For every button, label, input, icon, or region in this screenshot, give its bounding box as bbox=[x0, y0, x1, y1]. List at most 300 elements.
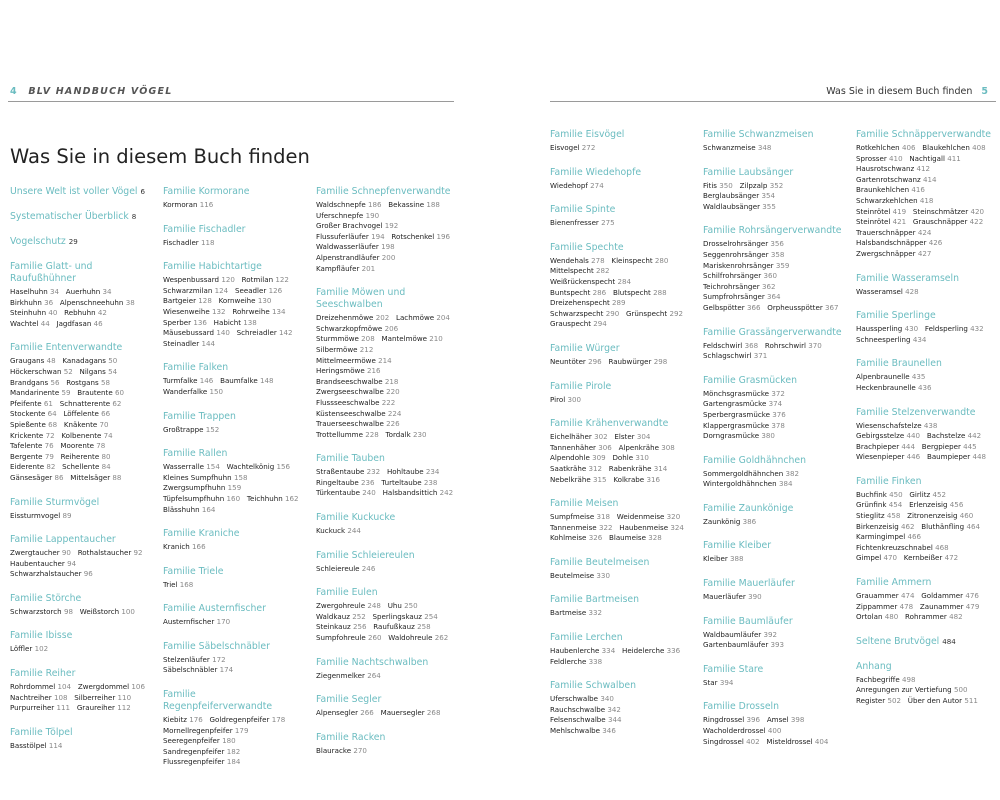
species-item[interactable] bbox=[856, 696, 901, 705]
family-heading[interactable] bbox=[163, 603, 305, 615]
species-item[interactable] bbox=[703, 630, 777, 639]
species-item[interactable] bbox=[703, 431, 775, 440]
species-item[interactable] bbox=[609, 464, 668, 473]
species-item[interactable] bbox=[10, 559, 76, 568]
species-item[interactable] bbox=[703, 292, 781, 301]
species-item[interactable] bbox=[740, 181, 784, 190]
species-item[interactable] bbox=[10, 741, 62, 750]
species-item[interactable] bbox=[62, 462, 111, 471]
family-heading[interactable] bbox=[163, 186, 305, 198]
species-item[interactable] bbox=[316, 746, 367, 755]
species-item[interactable] bbox=[388, 200, 440, 209]
species-item[interactable] bbox=[10, 308, 57, 317]
species-item[interactable] bbox=[550, 726, 616, 735]
species-item[interactable] bbox=[550, 523, 612, 532]
species-item[interactable] bbox=[386, 430, 427, 439]
species-item[interactable] bbox=[927, 452, 986, 461]
family-heading[interactable] bbox=[10, 186, 152, 198]
species-item[interactable] bbox=[920, 602, 979, 611]
species-item[interactable] bbox=[626, 309, 683, 318]
family-heading[interactable] bbox=[10, 668, 152, 680]
species-item[interactable] bbox=[703, 737, 760, 746]
species-item[interactable] bbox=[61, 452, 111, 461]
species-item[interactable] bbox=[163, 339, 215, 348]
species-item[interactable] bbox=[63, 409, 110, 418]
species-item[interactable] bbox=[613, 288, 667, 297]
species-item[interactable] bbox=[66, 378, 110, 387]
species-item[interactable] bbox=[80, 367, 118, 376]
species-item[interactable] bbox=[316, 356, 392, 365]
species-item[interactable] bbox=[856, 287, 919, 296]
species-item[interactable] bbox=[703, 421, 785, 430]
species-item[interactable] bbox=[921, 522, 980, 531]
species-item[interactable] bbox=[232, 307, 285, 316]
family-heading[interactable] bbox=[550, 418, 692, 430]
species-item[interactable] bbox=[703, 181, 733, 190]
species-item[interactable] bbox=[856, 612, 898, 621]
family-heading[interactable] bbox=[316, 186, 458, 198]
species-item[interactable] bbox=[611, 256, 668, 265]
species-item[interactable] bbox=[316, 345, 373, 354]
species-item[interactable] bbox=[10, 703, 70, 712]
species-item[interactable] bbox=[619, 523, 684, 532]
species-item[interactable] bbox=[619, 443, 675, 452]
species-item[interactable] bbox=[163, 307, 226, 316]
species-item[interactable] bbox=[387, 467, 439, 476]
species-item[interactable] bbox=[703, 143, 771, 152]
species-item[interactable] bbox=[703, 678, 733, 687]
family-heading[interactable] bbox=[10, 236, 152, 248]
species-item[interactable] bbox=[381, 334, 442, 343]
species-item[interactable] bbox=[10, 693, 68, 702]
species-item[interactable] bbox=[856, 143, 916, 152]
species-item[interactable] bbox=[316, 242, 395, 251]
species-item[interactable] bbox=[921, 591, 979, 600]
species-item[interactable] bbox=[550, 298, 626, 307]
family-heading[interactable] bbox=[703, 455, 845, 467]
species-item[interactable] bbox=[856, 164, 930, 173]
species-item[interactable] bbox=[767, 715, 805, 724]
species-item[interactable] bbox=[10, 319, 50, 328]
species-item[interactable] bbox=[550, 181, 604, 190]
species-item[interactable] bbox=[163, 200, 213, 209]
species-item[interactable] bbox=[10, 644, 48, 653]
species-item[interactable] bbox=[550, 533, 602, 542]
species-item[interactable] bbox=[904, 553, 958, 562]
species-item[interactable] bbox=[622, 646, 680, 655]
species-item[interactable] bbox=[550, 694, 614, 703]
species-item[interactable] bbox=[316, 221, 398, 230]
species-item[interactable] bbox=[10, 409, 57, 418]
family-heading[interactable] bbox=[163, 224, 305, 236]
species-item[interactable] bbox=[316, 211, 379, 220]
species-item[interactable] bbox=[163, 747, 240, 756]
family-heading[interactable] bbox=[703, 540, 845, 552]
family-heading[interactable] bbox=[856, 636, 994, 648]
species-item[interactable] bbox=[77, 388, 124, 397]
family-heading[interactable] bbox=[856, 476, 994, 488]
species-item[interactable] bbox=[856, 442, 915, 451]
family-heading[interactable] bbox=[163, 411, 305, 423]
species-item[interactable] bbox=[703, 239, 784, 248]
species-item[interactable] bbox=[80, 607, 135, 616]
species-item[interactable] bbox=[909, 154, 960, 163]
family-heading[interactable] bbox=[703, 129, 845, 141]
species-item[interactable] bbox=[703, 303, 761, 312]
species-item[interactable] bbox=[316, 334, 375, 343]
species-item[interactable] bbox=[219, 296, 272, 305]
species-item[interactable] bbox=[66, 287, 112, 296]
species-item[interactable] bbox=[10, 548, 71, 557]
species-item[interactable] bbox=[703, 351, 767, 360]
species-item[interactable] bbox=[856, 185, 925, 194]
family-heading[interactable] bbox=[703, 616, 845, 628]
family-heading[interactable] bbox=[856, 310, 994, 322]
family-heading[interactable] bbox=[316, 453, 458, 465]
family-heading[interactable] bbox=[10, 261, 152, 285]
species-item[interactable] bbox=[856, 431, 920, 440]
species-item[interactable] bbox=[316, 601, 381, 610]
family-heading[interactable] bbox=[856, 273, 994, 285]
species-item[interactable] bbox=[10, 607, 73, 616]
species-item[interactable] bbox=[316, 467, 380, 476]
species-item[interactable] bbox=[316, 564, 375, 573]
species-item[interactable] bbox=[242, 275, 289, 284]
species-item[interactable] bbox=[614, 432, 650, 441]
species-item[interactable] bbox=[703, 517, 756, 526]
species-item[interactable] bbox=[60, 399, 122, 408]
species-item[interactable] bbox=[60, 298, 135, 307]
family-heading[interactable] bbox=[856, 129, 994, 141]
species-item[interactable] bbox=[235, 286, 282, 295]
species-item[interactable] bbox=[316, 313, 389, 322]
family-heading[interactable] bbox=[316, 732, 458, 744]
species-item[interactable] bbox=[61, 431, 112, 440]
species-item[interactable] bbox=[856, 249, 931, 258]
species-item[interactable] bbox=[383, 488, 454, 497]
species-item[interactable] bbox=[856, 452, 920, 461]
family-heading[interactable] bbox=[550, 381, 692, 393]
species-item[interactable] bbox=[703, 282, 776, 291]
species-item[interactable] bbox=[856, 196, 933, 205]
species-item[interactable] bbox=[316, 478, 375, 487]
species-item[interactable] bbox=[550, 571, 610, 580]
family-heading[interactable] bbox=[316, 694, 458, 706]
family-heading[interactable] bbox=[703, 225, 845, 237]
species-item[interactable] bbox=[703, 554, 744, 563]
species-item[interactable] bbox=[703, 640, 784, 649]
family-heading[interactable] bbox=[10, 727, 152, 739]
species-item[interactable] bbox=[10, 511, 72, 520]
species-item[interactable] bbox=[163, 505, 215, 514]
species-item[interactable] bbox=[550, 705, 621, 714]
species-item[interactable] bbox=[388, 633, 448, 642]
species-item[interactable] bbox=[163, 473, 247, 482]
species-item[interactable] bbox=[316, 633, 382, 642]
species-item[interactable] bbox=[316, 366, 381, 375]
species-item[interactable] bbox=[10, 682, 71, 691]
species-item[interactable] bbox=[163, 715, 203, 724]
species-item[interactable] bbox=[163, 318, 207, 327]
family-heading[interactable] bbox=[703, 664, 845, 676]
species-item[interactable] bbox=[703, 250, 784, 259]
species-item[interactable] bbox=[381, 708, 441, 717]
species-item[interactable] bbox=[703, 479, 792, 488]
species-item[interactable] bbox=[856, 238, 942, 247]
species-item[interactable] bbox=[703, 271, 777, 280]
species-item[interactable] bbox=[856, 490, 903, 499]
species-item[interactable] bbox=[70, 473, 121, 482]
species-item[interactable] bbox=[163, 275, 235, 284]
species-item[interactable] bbox=[856, 685, 967, 694]
species-item[interactable] bbox=[550, 646, 615, 655]
species-item[interactable] bbox=[703, 715, 760, 724]
family-heading[interactable] bbox=[316, 550, 458, 562]
species-item[interactable] bbox=[766, 737, 828, 746]
species-item[interactable] bbox=[925, 324, 984, 333]
family-heading[interactable] bbox=[163, 448, 305, 460]
species-item[interactable] bbox=[703, 341, 758, 350]
species-item[interactable] bbox=[10, 420, 57, 429]
species-item[interactable] bbox=[316, 612, 366, 621]
species-item[interactable] bbox=[163, 757, 240, 766]
species-item[interactable] bbox=[163, 462, 220, 471]
species-item[interactable] bbox=[908, 696, 978, 705]
species-item[interactable] bbox=[163, 494, 240, 503]
species-item[interactable] bbox=[612, 453, 648, 462]
species-item[interactable] bbox=[163, 580, 193, 589]
species-item[interactable] bbox=[856, 421, 937, 430]
family-heading[interactable] bbox=[550, 343, 692, 355]
species-item[interactable] bbox=[703, 592, 762, 601]
family-heading[interactable] bbox=[10, 211, 152, 223]
species-item[interactable] bbox=[856, 207, 906, 216]
species-item[interactable] bbox=[10, 298, 53, 307]
species-item[interactable] bbox=[609, 533, 662, 542]
species-item[interactable] bbox=[550, 443, 612, 452]
species-item[interactable] bbox=[703, 261, 789, 270]
family-heading[interactable] bbox=[316, 587, 458, 599]
species-item[interactable] bbox=[10, 367, 73, 376]
species-item[interactable] bbox=[550, 143, 595, 152]
species-item[interactable] bbox=[856, 553, 897, 562]
species-item[interactable] bbox=[856, 522, 915, 531]
species-item[interactable] bbox=[767, 303, 838, 312]
species-item[interactable] bbox=[550, 266, 610, 275]
family-heading[interactable] bbox=[703, 167, 845, 179]
species-item[interactable] bbox=[163, 617, 230, 626]
species-item[interactable] bbox=[550, 288, 606, 297]
species-item[interactable] bbox=[922, 143, 985, 152]
family-heading[interactable] bbox=[316, 287, 458, 311]
species-item[interactable] bbox=[247, 494, 299, 503]
family-heading[interactable] bbox=[550, 632, 692, 644]
family-heading[interactable] bbox=[550, 129, 692, 141]
species-item[interactable] bbox=[163, 655, 226, 664]
species-item[interactable] bbox=[316, 708, 374, 717]
species-item[interactable] bbox=[391, 232, 450, 241]
family-heading[interactable] bbox=[703, 578, 845, 590]
family-heading[interactable] bbox=[550, 242, 692, 254]
species-item[interactable] bbox=[316, 200, 382, 209]
species-item[interactable] bbox=[163, 736, 236, 745]
species-item[interactable] bbox=[64, 308, 107, 317]
family-heading[interactable] bbox=[550, 594, 692, 606]
species-item[interactable] bbox=[550, 512, 610, 521]
species-item[interactable] bbox=[550, 277, 631, 286]
family-heading[interactable] bbox=[163, 261, 305, 273]
species-item[interactable] bbox=[163, 286, 228, 295]
species-item[interactable] bbox=[316, 264, 375, 273]
species-item[interactable] bbox=[856, 217, 906, 226]
family-heading[interactable] bbox=[10, 630, 152, 642]
species-item[interactable] bbox=[316, 622, 366, 631]
species-item[interactable] bbox=[550, 319, 607, 328]
species-item[interactable] bbox=[163, 328, 230, 337]
species-item[interactable] bbox=[163, 296, 212, 305]
species-item[interactable] bbox=[703, 469, 799, 478]
species-item[interactable] bbox=[909, 490, 946, 499]
species-item[interactable] bbox=[856, 500, 902, 509]
species-item[interactable] bbox=[856, 532, 921, 541]
species-item[interactable] bbox=[316, 232, 385, 241]
species-item[interactable] bbox=[905, 612, 963, 621]
species-item[interactable] bbox=[316, 398, 395, 407]
family-heading[interactable] bbox=[550, 204, 692, 216]
species-item[interactable] bbox=[10, 356, 56, 365]
species-item[interactable] bbox=[550, 256, 605, 265]
species-item[interactable] bbox=[856, 383, 932, 392]
species-item[interactable] bbox=[703, 399, 782, 408]
species-item[interactable] bbox=[10, 388, 71, 397]
species-item[interactable] bbox=[56, 319, 102, 328]
family-heading[interactable] bbox=[550, 167, 692, 179]
species-item[interactable] bbox=[856, 602, 913, 611]
species-item[interactable] bbox=[856, 324, 918, 333]
species-item[interactable] bbox=[220, 376, 273, 385]
species-item[interactable] bbox=[550, 432, 608, 441]
species-item[interactable] bbox=[163, 483, 241, 492]
species-item[interactable] bbox=[550, 395, 581, 404]
species-item[interactable] bbox=[913, 217, 983, 226]
species-item[interactable] bbox=[765, 341, 822, 350]
family-heading[interactable] bbox=[703, 375, 845, 387]
species-item[interactable] bbox=[856, 372, 925, 381]
species-item[interactable] bbox=[703, 389, 785, 398]
family-heading[interactable] bbox=[856, 661, 994, 673]
species-item[interactable] bbox=[210, 715, 286, 724]
species-item[interactable] bbox=[10, 569, 93, 578]
species-item[interactable] bbox=[550, 218, 615, 227]
species-item[interactable] bbox=[74, 693, 131, 702]
species-item[interactable] bbox=[316, 488, 376, 497]
species-item[interactable] bbox=[856, 154, 903, 163]
family-heading[interactable] bbox=[703, 327, 845, 339]
species-item[interactable] bbox=[163, 542, 206, 551]
family-heading[interactable] bbox=[163, 641, 305, 653]
family-heading[interactable] bbox=[703, 503, 845, 515]
species-item[interactable] bbox=[316, 409, 401, 418]
species-item[interactable] bbox=[316, 526, 361, 535]
species-item[interactable] bbox=[856, 543, 949, 552]
species-item[interactable] bbox=[10, 462, 55, 471]
family-heading[interactable] bbox=[10, 534, 152, 546]
species-item[interactable] bbox=[163, 665, 233, 674]
species-item[interactable] bbox=[64, 420, 109, 429]
family-heading[interactable] bbox=[856, 577, 994, 589]
family-heading[interactable] bbox=[163, 689, 305, 713]
species-item[interactable] bbox=[550, 464, 602, 473]
species-item[interactable] bbox=[703, 191, 775, 200]
species-item[interactable] bbox=[373, 612, 438, 621]
species-item[interactable] bbox=[316, 387, 400, 396]
species-item[interactable] bbox=[78, 548, 143, 557]
species-item[interactable] bbox=[613, 475, 660, 484]
family-heading[interactable] bbox=[10, 497, 152, 509]
species-item[interactable] bbox=[927, 431, 981, 440]
family-heading[interactable] bbox=[550, 680, 692, 692]
species-item[interactable] bbox=[316, 671, 381, 680]
species-item[interactable] bbox=[703, 726, 781, 735]
species-item[interactable] bbox=[10, 473, 64, 482]
species-item[interactable] bbox=[608, 357, 667, 366]
species-item[interactable] bbox=[550, 357, 602, 366]
species-item[interactable] bbox=[163, 387, 223, 396]
species-item[interactable] bbox=[214, 318, 257, 327]
family-heading[interactable] bbox=[10, 342, 152, 354]
species-item[interactable] bbox=[60, 441, 105, 450]
species-item[interactable] bbox=[10, 452, 54, 461]
family-heading[interactable] bbox=[316, 512, 458, 524]
species-item[interactable] bbox=[10, 399, 53, 408]
species-item[interactable] bbox=[856, 175, 937, 184]
species-item[interactable] bbox=[316, 253, 395, 262]
species-item[interactable] bbox=[856, 675, 916, 684]
species-item[interactable] bbox=[388, 601, 418, 610]
species-item[interactable] bbox=[907, 511, 973, 520]
species-item[interactable] bbox=[856, 591, 915, 600]
species-item[interactable] bbox=[10, 441, 54, 450]
species-item[interactable] bbox=[913, 207, 984, 216]
species-item[interactable] bbox=[703, 202, 776, 211]
family-heading[interactable] bbox=[163, 566, 305, 578]
species-item[interactable] bbox=[909, 500, 963, 509]
family-heading[interactable] bbox=[163, 362, 305, 374]
species-item[interactable] bbox=[550, 715, 621, 724]
species-item[interactable] bbox=[163, 726, 248, 735]
species-item[interactable] bbox=[316, 430, 379, 439]
species-item[interactable] bbox=[856, 511, 900, 520]
family-heading[interactable] bbox=[856, 358, 994, 370]
family-heading[interactable] bbox=[703, 701, 845, 713]
species-item[interactable] bbox=[237, 328, 293, 337]
species-item[interactable] bbox=[381, 478, 437, 487]
species-item[interactable] bbox=[396, 313, 450, 322]
family-heading[interactable] bbox=[163, 528, 305, 540]
species-item[interactable] bbox=[163, 376, 213, 385]
species-item[interactable] bbox=[163, 238, 215, 247]
species-item[interactable] bbox=[62, 356, 117, 365]
species-item[interactable] bbox=[856, 335, 926, 344]
species-item[interactable] bbox=[316, 377, 398, 386]
species-item[interactable] bbox=[163, 425, 219, 434]
species-item[interactable] bbox=[373, 622, 430, 631]
species-item[interactable] bbox=[10, 378, 59, 387]
family-heading[interactable] bbox=[316, 657, 458, 669]
species-item[interactable] bbox=[617, 512, 680, 521]
species-item[interactable] bbox=[550, 475, 607, 484]
species-item[interactable] bbox=[227, 462, 290, 471]
